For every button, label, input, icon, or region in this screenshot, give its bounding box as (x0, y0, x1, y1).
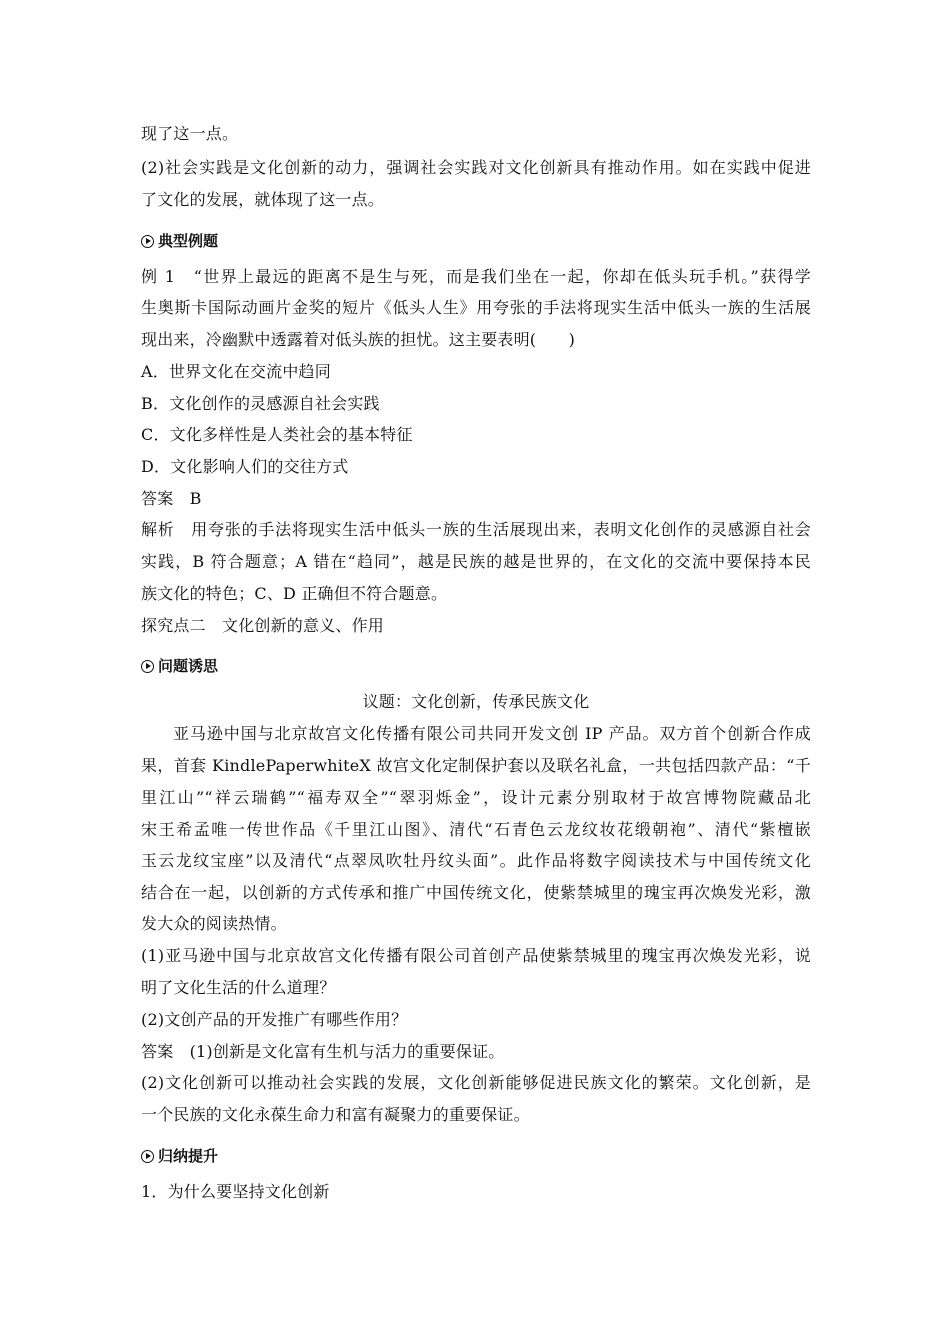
example-line: 现出来，冷幽默中透露着对低头族的担忧。这主要表明( ) (141, 330, 576, 349)
play-circle-icon (141, 235, 154, 248)
section-heading-question (141, 656, 218, 676)
option-c: C．文化多样性是人类社会的基本特征 (141, 425, 413, 444)
text-line: 现了这一点。 (141, 124, 239, 143)
passage-line: 果，首套 KindlePaperwhiteX 故宫文化定制保护套以及联名礼盒，一共包括四款产品：“千 (141, 756, 811, 775)
answer-line: 答案 B (141, 489, 202, 508)
example-line: 例 1 “世界上最远的距离不是生与死，而是我们坐在一起，你却在低头玩手机。”获得学 (141, 267, 811, 286)
passage-line: 发大众的阅读热情。 (141, 914, 287, 933)
analysis-line: 族文化的特色；C、D 正确但不符合题意。 (141, 584, 448, 603)
play-circle-icon (141, 1150, 154, 1163)
section-title: 典型例题 (158, 232, 219, 250)
analysis-line: 实践，B 符合题意；A 错在“趋同”，越是民族的越是世界的，在文化的交流中要保持本民 (141, 552, 811, 571)
topic-title: 议题：文化创新，传承民族文化 (362, 692, 590, 711)
passage-line: 里江山”“祥云瑞鹤”“福寿双全”“翠羽烁金”，设计元素分别取材于故宫博物院藏品北 (141, 788, 811, 807)
section-heading-summary (141, 1146, 218, 1166)
passage-line: 亚马逊中国与北京故宫文化传播有限公司共同开发文创 IP 产品。双方首个创新合作成 (173, 724, 811, 743)
text-line: (2)社会实践是文化创新的动力，强调社会实践对文化创新具有推动作用。如在实践中促进 (141, 158, 811, 177)
section-heading-typical (141, 231, 218, 251)
summary-item: 1．为什么要坚持文化创新 (141, 1182, 330, 1201)
passage-line: 玉云龙纹宝座”以及清代“点翠凤吹牡丹纹头面”。此作品将数字阅读技术与中国传统文化 (141, 851, 811, 870)
answer-line: (2)文化创新可以推动社会实践的发展，文化创新能够促进民族文化的繁荣。文化创新，是 (141, 1073, 811, 1092)
play-circle-icon (141, 660, 154, 673)
explore-point-title: 探究点二 文化创新的意义、作用 (141, 616, 385, 635)
option-a: A．世界文化在交流中趋同 (141, 362, 331, 381)
example-line: 生奥斯卡国际动画片金奖的短片《低头人生》用夸张的手法将现实生活中低头一族的生活展 (141, 298, 811, 317)
section-title: 问题诱思 (158, 657, 219, 675)
answer-line: 答案 (1)创新是文化富有生机与活力的重要保证。 (141, 1042, 505, 1061)
option-b: B．文化创作的灵感源自社会实践 (141, 394, 380, 413)
answer-line: 一个民族的文化永葆生命力和富有凝聚力的重要保证。 (141, 1105, 530, 1124)
question-line: (1)亚马逊中国与北京故宫文化传播有限公司首创产品使紫禁城里的瑰宝再次焕发光彩，说 (141, 946, 811, 965)
question-line: 明了文化生活的什么道理？ (141, 978, 336, 997)
section-title: 归纳提升 (158, 1147, 219, 1165)
option-d: D．文化影响人们的交往方式 (141, 457, 349, 476)
analysis-line: 解析 用夸张的手法将现实生活中低头一族的生活展现出来，表明文化创作的灵感源自社会 (141, 520, 811, 539)
passage-line: 结合在一起，以创新的方式传承和推广中国传统文化，使紫禁城里的瑰宝再次焕发光彩，激 (141, 883, 811, 902)
passage-line: 宋王希孟唯一传世作品《千里江山图》、清代“石青色云龙纹妆花缎朝袍”、清代“紫檀嵌 (141, 820, 811, 839)
text-line: 了文化的发展，就体现了这一点。 (141, 190, 385, 209)
question-line: (2)文创产品的开发推广有哪些作用？ (141, 1010, 408, 1029)
